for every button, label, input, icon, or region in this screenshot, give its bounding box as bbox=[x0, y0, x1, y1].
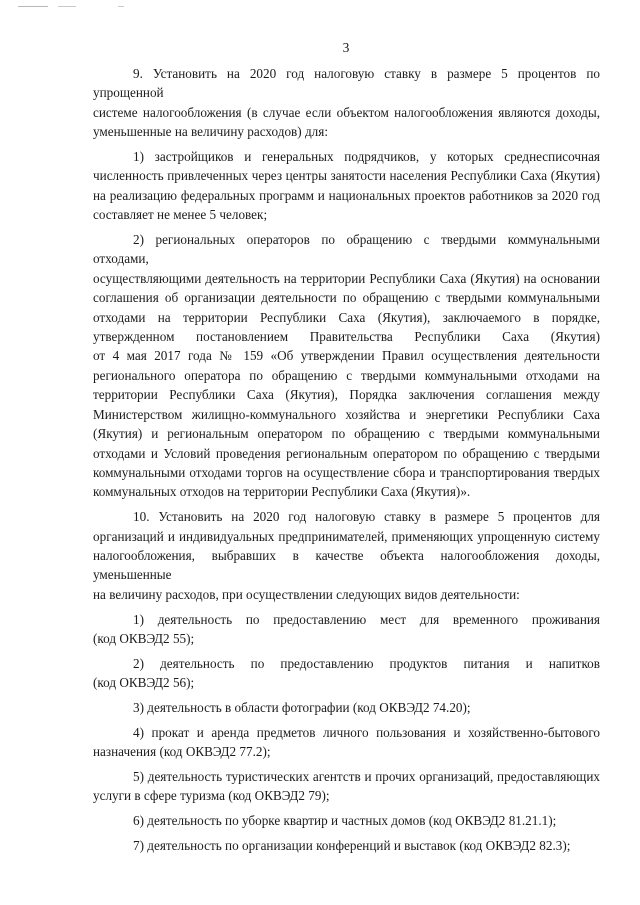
text-line: осуществляющими деятельность на территории Республики Саха (Якутия) на основании bbox=[93, 270, 600, 286]
text-line: 10. Установить на 2020 год налоговую ставку в размере 5 процентов для bbox=[133, 509, 600, 525]
text-line: составляет не менее 5 человек; bbox=[93, 207, 268, 223]
text-line: 6) деятельность по уборке квартир и частных домов (код ОКВЭД2 81.21.1); bbox=[133, 813, 557, 829]
text-line: 2) деятельность по предоставлению продуктов питания и напитков bbox=[133, 655, 600, 671]
text-line: 4) прокат и аренда предметов личного пользования и хозяйственно-бытового bbox=[133, 724, 600, 740]
text-line: коммунальными отходами торгов на осуществление сбора и транспортирования твердых bbox=[93, 464, 600, 480]
scan-artifacts bbox=[18, 4, 168, 10]
paragraph-p10-5 bbox=[93, 767, 600, 806]
text-line: территории Республики Саха (Якутия), Порядка заключения соглашения между bbox=[93, 387, 600, 403]
paragraph-p9-1 bbox=[93, 147, 600, 225]
text-line: (код ОКВЭД2 55); bbox=[93, 630, 195, 646]
text-line: услуги в сфере туризма (код ОКВЭД2 79); bbox=[93, 788, 330, 804]
text-line: регионального оператора по обращению с твердыми коммунальными отходами на bbox=[93, 367, 600, 383]
text-line: 2) региональных операторов по обращению с твердыми коммунальными отходами, bbox=[93, 232, 600, 267]
paragraph-p10-1 bbox=[93, 610, 600, 649]
paragraph-p9-2 bbox=[93, 230, 600, 502]
text-line: на реализацию федеральных программ и национальных проектов работников за 2020 год bbox=[93, 187, 600, 203]
text-line: утвержденном постановлением Правительства Республики Саха (Якутия) bbox=[93, 329, 600, 345]
text-line: назначения (код ОКВЭД2 77.2); bbox=[93, 744, 271, 760]
text-line: отходами на территории Республики Саха (Якутия), заключаемого в порядке, bbox=[93, 309, 600, 325]
text-line: налогообложения, выбравших в качестве объекта налогообложения доходы, уменьшенные bbox=[93, 547, 600, 583]
paragraph-p10-6 bbox=[93, 811, 600, 830]
paragraph-p10-7 bbox=[93, 836, 600, 855]
text-line: коммунальных отходов на территории Республики Саха (Якутия)». bbox=[93, 484, 471, 500]
text-line: от 4 мая 2017 года № 159 «Об утверждении Правил осуществления деятельности bbox=[93, 348, 600, 364]
text-line: (код ОКВЭД2 56); bbox=[93, 675, 195, 691]
paragraph-p10-3 bbox=[93, 698, 600, 717]
paragraph-p9 bbox=[93, 64, 600, 142]
paragraph-p10 bbox=[93, 507, 600, 604]
text-line: (Якутия) и региональным оператором по обращению с твердыми коммунальными bbox=[93, 426, 600, 442]
text-line: системе налогообложения (в случае если объектом налогообложения являются доходы, bbox=[93, 104, 600, 120]
text-line: соглашения об организации деятельности по обращению с твердыми коммунальными bbox=[93, 290, 600, 306]
text-line: 3) деятельность в области фотографии (код ОКВЭД2 74.20); bbox=[133, 699, 471, 715]
document-body bbox=[93, 64, 600, 861]
page-number: 3 bbox=[342, 40, 350, 55]
text-line: 1) застройщиков и генеральных подрядчиков, у которых среднесписочная bbox=[133, 149, 600, 165]
text-line: организаций и индивидуальных предпринимателей, применяющих упрощенную систему bbox=[93, 528, 600, 544]
text-line: Министерством жилищно-коммунального хозяйства и энергетики Республики Саха bbox=[93, 406, 600, 422]
scan-mark bbox=[18, 6, 48, 7]
text-line: 1) деятельность по предоставлению мест для временного проживания bbox=[133, 611, 600, 627]
text-line: 9. Установить на 2020 год налоговую ставку в размере 5 процентов по упрощенной bbox=[93, 66, 600, 101]
text-line: уменьшенные на величину расходов) для: bbox=[93, 124, 328, 140]
text-line: отходами и Условий проведения региональным оператором по обращению с твердыми bbox=[93, 445, 600, 461]
text-line: 5) деятельность туристических агентств и прочих организаций, предоставляющих bbox=[133, 768, 600, 784]
text-line: 7) деятельность по организации конференций и выставок (код ОКВЭД2 82.3); bbox=[133, 837, 571, 853]
paragraph-p10-4 bbox=[93, 723, 600, 762]
text-line: на величину расходов, при осуществлении следующих видов деятельности: bbox=[93, 586, 520, 602]
scan-mark bbox=[58, 6, 76, 7]
paragraph-p10-2 bbox=[93, 654, 600, 693]
scan-mark bbox=[118, 6, 124, 7]
text-line: численность привлеченных через центры занятости населения Республики Саха (Якутия) bbox=[93, 168, 600, 184]
